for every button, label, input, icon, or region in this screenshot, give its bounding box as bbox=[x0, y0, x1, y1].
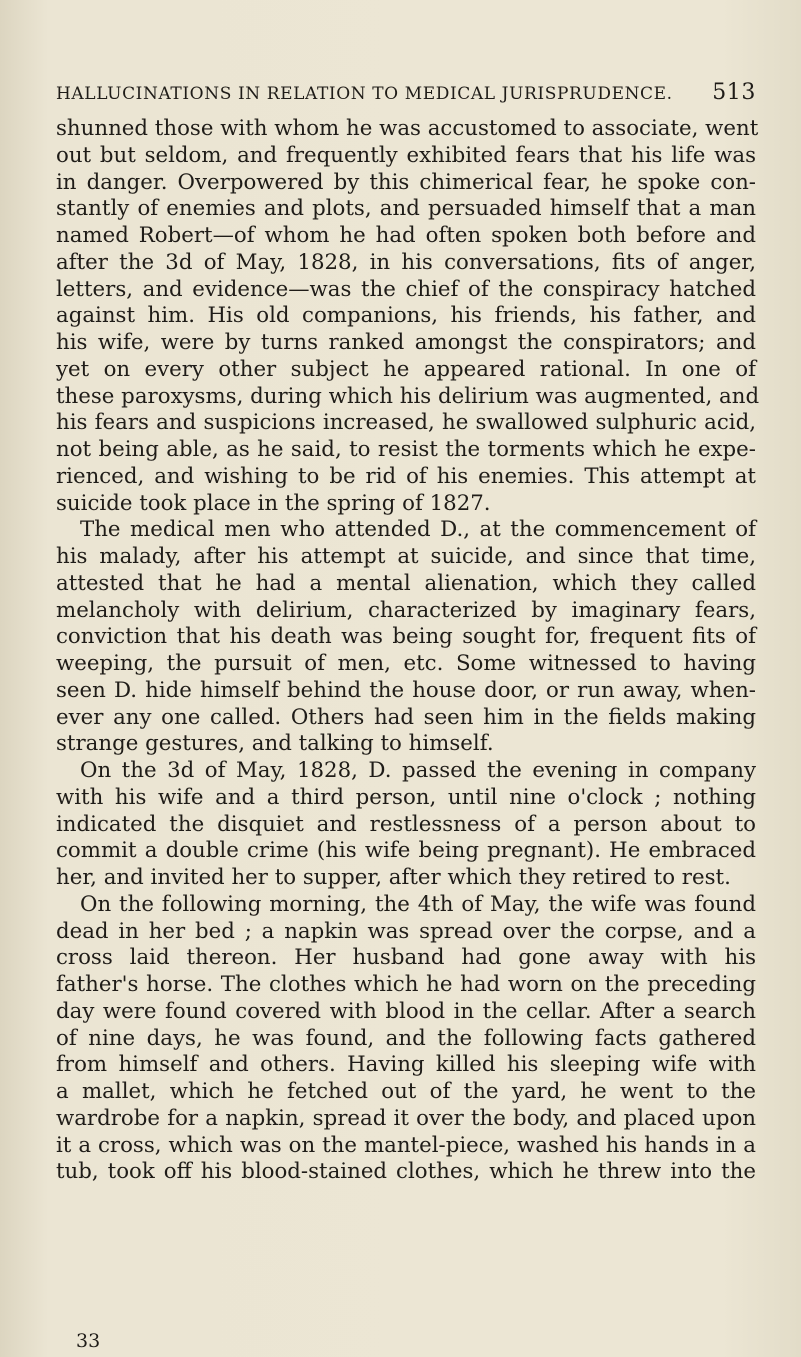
text-line: weeping, the pursuit of men, etc. Some witnessed to having bbox=[56, 651, 756, 676]
text-line: wardrobe for a napkin, spread it over the body, and placed upon bbox=[56, 1105, 756, 1131]
text-line: indicated the disquiet and restlessness of a person about to bbox=[56, 811, 756, 837]
text-line: On the following morning, the 4th of May, the wife was found bbox=[80, 891, 756, 917]
signature-mark: 33 bbox=[76, 1330, 101, 1352]
text-line: attested that he had a mental alienation, which they called bbox=[56, 570, 756, 596]
text-line: out but seldom, and frequently exhibited fears that his life was bbox=[56, 142, 756, 168]
text-line: ever any one called. Others had seen him in the fields making bbox=[56, 704, 756, 730]
text-line: rienced, and wishing to be rid of his enemies. This attempt at bbox=[56, 463, 756, 489]
text-line: with his wife and a third person, until nine o'clock ; nothing bbox=[56, 784, 756, 810]
text-line: his wife, were by turns ranked amongst the conspirators; and bbox=[56, 330, 756, 355]
text-line: tub, took off his blood-stained clothes, which he threw into the bbox=[56, 1159, 756, 1185]
text-line: On the 3d of May, 1828, D. passed the evening in company bbox=[80, 758, 756, 783]
text-line: it a cross, which was on the mantel-piece, washed his hands in a bbox=[56, 1132, 756, 1158]
text-line: strange gestures, and talking to himself. bbox=[56, 731, 494, 757]
text-line: named Robert—of whom he had often spoken both before and bbox=[56, 223, 756, 248]
text-line: stantly of enemies and plots, and persuaded himself that a man bbox=[56, 196, 756, 222]
text-line: day were found covered with blood in the cellar. After a search bbox=[56, 998, 756, 1024]
text-line: commit a double crime (his wife being pregnant). He embraced bbox=[56, 838, 756, 864]
text-line: these paroxysms, during which his delirium was augmented, and bbox=[56, 383, 760, 409]
text-line: a mallet, which he fetched out of the yard, he went to the bbox=[56, 1079, 756, 1104]
text-line: melancholy with delirium, characterized by imaginary fears, bbox=[56, 597, 756, 623]
text-line: yet on every other subject he appeared rational. In one of bbox=[56, 356, 756, 382]
text-line: shunned those with whom he was accustomed to associate, went bbox=[56, 116, 759, 141]
body-text bbox=[56, 116, 760, 1186]
text-line: letters, and evidence—was the chief of the conspiracy hatched bbox=[56, 276, 756, 302]
text-line: cross laid thereon. Her husband had gone away with his bbox=[56, 945, 756, 971]
text-line: after the 3d of May, 1828, in his conversations, fits of anger, bbox=[56, 249, 756, 275]
text-line: in danger. Overpowered by this chimerical fear, he spoke con- bbox=[56, 169, 756, 195]
text-line: not being able, as he said, to resist the torments which he expe- bbox=[56, 437, 756, 462]
text-line: her, and invited her to supper, after which they retired to rest. bbox=[56, 865, 731, 890]
text-line: of nine days, he was found, and the following facts gathered bbox=[56, 1025, 756, 1051]
text-line: suicide took place in the spring of 1827. bbox=[56, 490, 491, 516]
text-line: his fears and suspicions increased, he swallowed sulphuric acid, bbox=[56, 410, 756, 436]
text-line: conviction that his death was being sought for, frequent fits of bbox=[56, 624, 756, 650]
text-line: his malady, after his attempt at suicide, and since that time, bbox=[56, 544, 756, 569]
text-line: father's horse. The clothes which he had worn on the preceding bbox=[56, 972, 756, 997]
running-head: HALLUCINATIONS IN RELATION TO MEDICAL JURISPRUDENCE. bbox=[56, 84, 673, 104]
text-line: against him. His old companions, his friends, his father, and bbox=[56, 303, 756, 329]
page-header bbox=[56, 80, 756, 105]
text-line: from himself and others. Having killed his sleeping wife with bbox=[56, 1052, 756, 1078]
text-line: The medical men who attended D., at the commencement of bbox=[80, 517, 756, 543]
text-line: seen D. hide himself behind the house door, or run away, when- bbox=[56, 677, 756, 703]
text-line: dead in her bed ; a napkin was spread over the corpse, and a bbox=[56, 918, 756, 944]
page-number: 513 bbox=[712, 80, 756, 105]
